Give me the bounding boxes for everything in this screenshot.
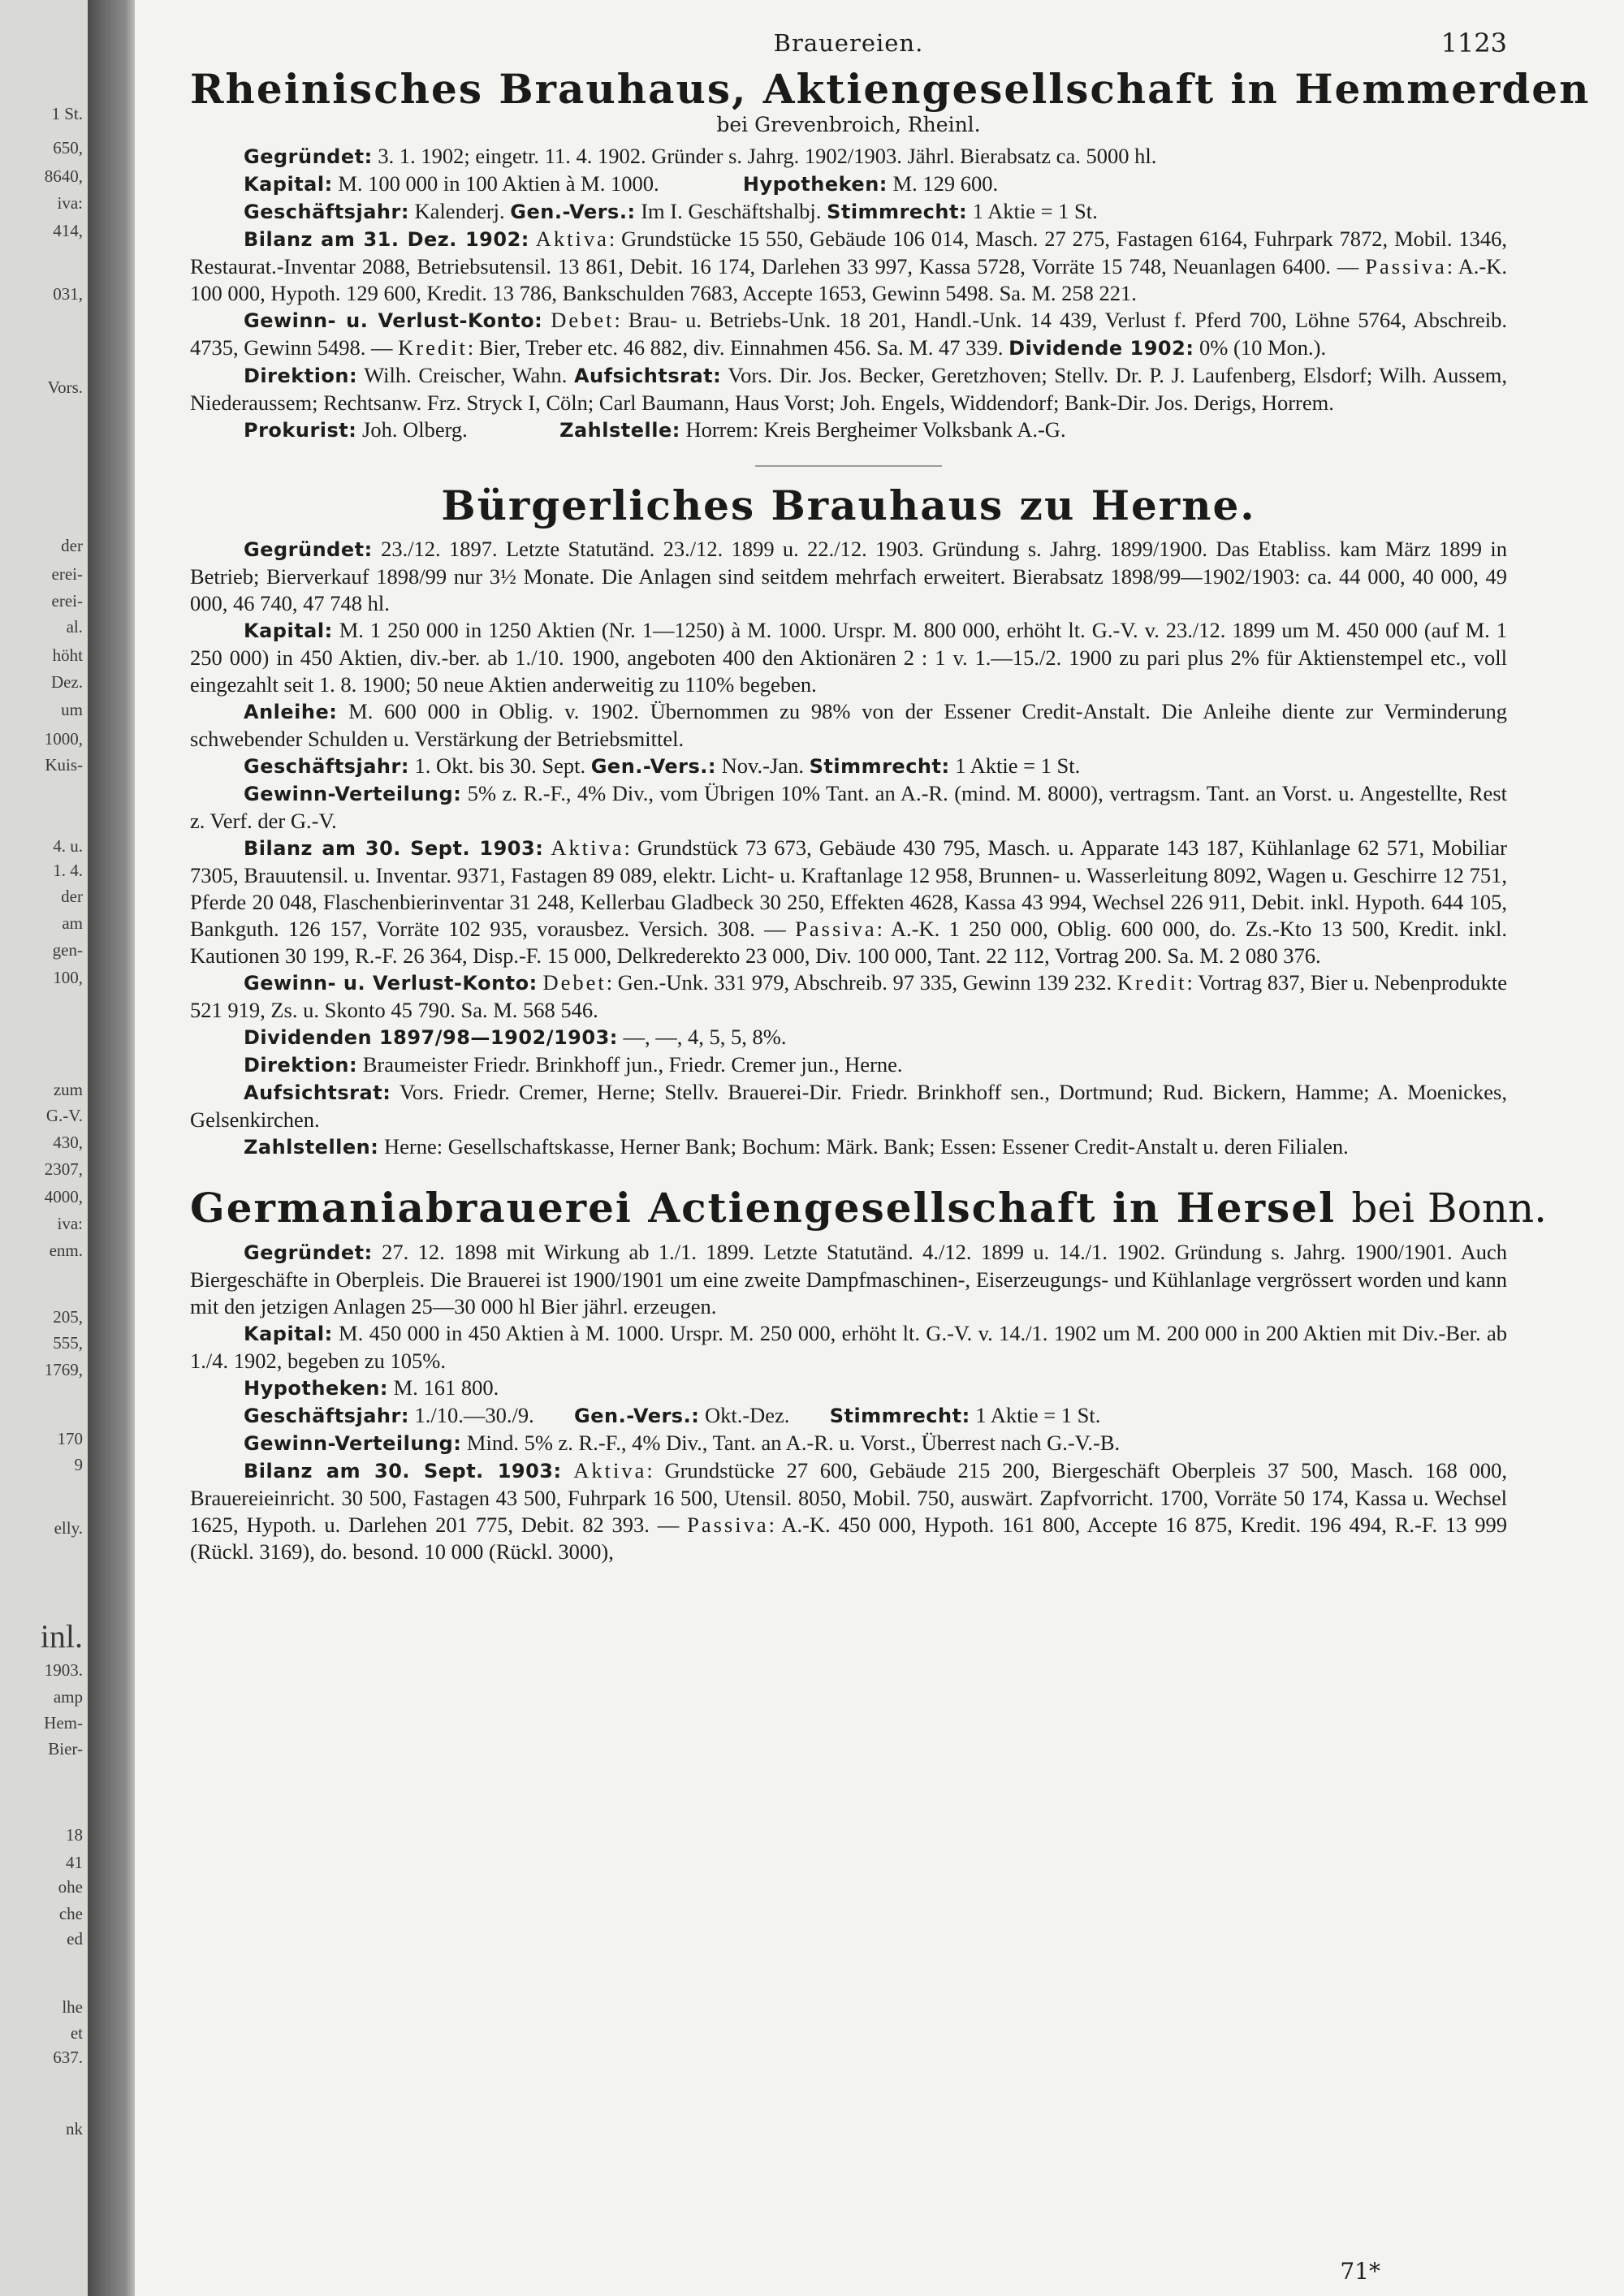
entry-paragraph [190, 780, 1507, 835]
section-divider [755, 465, 942, 467]
field-label: Kapital: [244, 1323, 333, 1345]
running-head [190, 24, 1507, 63]
field-text: Braumeister Friedr. Brinkhoff jun., Friedr. Cremer jun., Herne. [362, 1052, 903, 1077]
field-text: 23./12. 1897. Letzte Statutänd. 23./12. 1899 u. 22./12. 1903. Gründung s. Jahrg. 1899/1900. Das Etabliss. kam März 1899 in Betrieb; Bierverkauf 1898/99 nur 3½ Monate. Die Anlagen sind seitdem mehrfach erweitert. Bierabsatz 1898/99—1902/1903: ca. 44 000, 40 000, 49 000, 46 740, 47 748 hl. [190, 537, 1508, 615]
margin-fragment: erei- [51, 591, 83, 611]
margin-fragment: 4000, [44, 1187, 83, 1206]
entry-paragraph [190, 226, 1507, 307]
field-label: Dividende 1902: [1009, 337, 1194, 360]
margin-fragment: 41 [66, 1853, 83, 1872]
sheet-signature: 71* [1340, 2258, 1380, 2285]
book-gutter [88, 0, 135, 2296]
facing-page-margin [0, 0, 88, 2296]
field-text: 27. 12. 1898 mit Wirkung ab 1./1. 1899. Letzte Statutänd. 4./12. 1899 u. 14./1. 1902. Gründung s. Jahrg. 1900/1901. Auch Biergeschäfte in Oberpleis. Die Brauerei ist 1900/1901 um eine zweite Dampfmaschinen-, Eiserzeugungs- und Kühlanlage vergrössert worden und kann mit den jetzigen Anlagen 25—30 000 hl Bier jährl. erzeugen. [190, 1240, 1508, 1318]
field-text: : A.-K. 100 000, Hypoth. 129 600, Kredit. 13 786, Bankschulden 7683, Accepte 1653, Gewinn 5498. Sa. M. 258 221. [190, 254, 1508, 305]
company-title: Bürgerliches Brauhaus zu Herne. [441, 481, 1256, 529]
entry-paragraph [190, 143, 1507, 170]
margin-fragment: al. [66, 617, 83, 637]
entry-paragraph [190, 1051, 1507, 1079]
field-text: : Grundstücke 27 600, Gebäude 215 200, Biergeschäft Oberpleis 37 500, Masch. 168 000, Brauereieinricht. 30 500, Fastagen 43 500, Fuhrpark 16 500, Utensil. 8050, Mobil. 750, auswärt. Zapfvorricht. 1700, Vorräte 50 174, Kassa u. Wechsel 1625, Hypoth. u. Darlehen 201 775, Debit. 82 393. — [190, 1458, 1507, 1537]
field-label: Gegründet: [244, 538, 373, 561]
entry-paragraph [190, 536, 1507, 617]
margin-fragment: 2307, [44, 1159, 83, 1179]
field-label: Prokurist: [244, 419, 357, 442]
field-text: Herne: Gesellschaftskasse, Herner Bank; Bochum: Märk. Bank; Essen: Essener Credit-Anstalt u. deren Filialen. [383, 1134, 1349, 1159]
field-text: M. 161 800. [393, 1375, 499, 1400]
field-text: 1 Aktie = 1 St. [955, 753, 1081, 778]
field-label: Gewinn-Verteilung: [244, 1432, 462, 1455]
field-text: : Brau- u. Betriebs-Unk. 18 201, Handl.-Unk. 14 439, Verlust f. Pferd 700, Löhne 5764, Abschreib. 4735, Gewinn 5498. — [190, 308, 1508, 360]
margin-fragment: 1903. [44, 1660, 83, 1680]
entry-paragraph [190, 753, 1507, 780]
company-title [190, 1184, 1548, 1232]
field-text: Vors. Dir. Jos. Becker, Geretzhoven; Stellv. Dr. P. J. Laufenberg, Elsdorf; Wilh. Aussem, Niederaussem; Rechtsanw. Frz. Stryck I, Cöln; Carl Baumann, Haus Vorst; Joh. Engels, Widdendorf; Bank-Dir. Jos. Derigs, Horrem. [190, 363, 1508, 415]
field-text: 1. Okt. bis 30. Sept. [414, 753, 586, 778]
margin-fragment: Vors. [47, 378, 83, 397]
field-label: Bilanz am 31. Dez. 1902: [244, 228, 529, 251]
entry-paragraph [190, 362, 1507, 416]
field-text: Joh. Olberg. [362, 417, 468, 442]
field-text: Kalenderj. [414, 199, 505, 223]
company-entry [190, 1184, 1548, 1565]
field-text: Vors. Friedr. Cremer, Herne; Stellv. Brauerei-Dir. Friedr. Brinkhoff sen., Dortmund; Rud. Bickern, Hamme; A. Moenickes, Gelsenkirchen. [190, 1080, 1507, 1132]
company-subtitle: bei Grevenbroich, Rheinl. [716, 113, 981, 136]
entry-paragraph [190, 1375, 1507, 1402]
margin-fragment: 170 [57, 1429, 83, 1448]
margin-fragment: 031, [53, 284, 83, 304]
entry-paragraph [190, 698, 1507, 753]
page-content [190, 24, 1624, 2281]
field-text: M. 100 000 in 100 Aktien à M. 1000. [338, 171, 659, 196]
margin-fragment: 555, [53, 1333, 83, 1353]
margin-fragment: Dez. [50, 672, 83, 692]
field-label: Dividenden 1897/98—1902/1903: [244, 1026, 618, 1049]
entry-paragraph [190, 1079, 1507, 1133]
entry-paragraph [190, 1320, 1507, 1375]
field-label: Stimmrecht: [809, 755, 950, 778]
field-label: Geschäftsjahr: [244, 755, 409, 778]
field-label: Stimmrecht: [829, 1405, 970, 1427]
margin-fragment: höht [52, 645, 83, 665]
company-entry [190, 65, 1591, 444]
field-label: Stimmrecht: [827, 201, 968, 223]
margin-fragment: iva: [57, 1214, 83, 1233]
field-text: : Grundstücke 15 550, Gebäude 106 014, Masch. 27 275, Fastagen 6164, Fuhrpark 7872, Mobil. 1346, Restaurat.-Inventar 2088, Betriebsutensil. 13 861, Debit. 16 174, Darlehen 33 997, Kassa 5728, Vorräte 15 748, Neuanlagen 6400. — [190, 227, 1507, 278]
entry-paragraph [190, 835, 1507, 969]
margin-fragment: 1. 4. [53, 861, 83, 880]
margin-fragment: elly. [54, 1518, 83, 1538]
field-text: 1 Aktie = 1 St. [975, 1403, 1101, 1427]
field-text: : A.-K. 450 000, Hypoth. 161 800, Accepte 16 875, Kredit. 196 494, R.-F. 13 999 (Rückl. 3169), do. besond. 10 000 (Rückl. 3000), [190, 1513, 1508, 1564]
field-text: 5% z. R.-F., 4% Div., vom Übrigen 10% Tant. an A.-R. (mind. M. 8000), vertragsm. Tant. an Vorst. u. Angestellte, Rest z. Verf. der G.-V. [190, 781, 1507, 833]
margin-fragment: 1769, [44, 1360, 83, 1379]
running-head-title: Brauereien. [773, 29, 924, 57]
field-label: Hypotheken: [742, 173, 888, 196]
field-text: Passiva [687, 1513, 769, 1537]
margin-fragment: enm. [49, 1241, 83, 1260]
company-title-suffix: bei Bonn. [1351, 1185, 1548, 1232]
margin-fragment: et [70, 2023, 83, 2043]
margin-fragment: nk [66, 2119, 83, 2138]
margin-fragment: 650, [53, 138, 83, 158]
field-text: M. 450 000 in 450 Aktien à M. 1000. Urspr. M. 250 000, erhöht lt. G.-V. v. 14./1. 1902 um M. 200 000 in 200 Aktien mit Div.-Ber. ab 1./4. 1902, begeben zu 105%. [190, 1321, 1507, 1373]
entry-paragraph [190, 617, 1507, 698]
margin-fragment: 8640, [44, 166, 83, 186]
field-text: 1 Aktie = 1 St. [972, 199, 1098, 223]
margin-fragment: Bier- [48, 1739, 83, 1759]
field-text: Debet [551, 308, 615, 332]
entry-paragraph [190, 416, 1507, 444]
field-label: Gen.-Vers.: [574, 1405, 700, 1427]
field-text: 1./10.—30./9. [414, 1403, 534, 1427]
margin-fragment: 18 [66, 1825, 83, 1845]
field-text: Im I. Geschäftshalbj. [641, 199, 822, 223]
field-label: Gewinn- u. Verlust-Konto: [244, 309, 543, 332]
field-text: Passiva [795, 917, 877, 941]
field-text: : Bier, Treber etc. 46 882, div. Einnahmen 456. Sa. M. 47 339. [467, 335, 1004, 360]
field-text: Kredit [1116, 970, 1187, 995]
field-text: Passiva [1365, 254, 1447, 278]
field-text: Okt.-Dez. [704, 1403, 790, 1427]
field-label: Gegründet: [244, 1241, 373, 1264]
field-label: Zahlstellen: [244, 1136, 379, 1159]
entry-paragraph [190, 198, 1507, 226]
margin-fragment: ed [67, 1929, 83, 1949]
page [135, 0, 1624, 2296]
margin-fragment: 637. [53, 2048, 83, 2067]
margin-fragment: 9 [74, 1455, 83, 1474]
margin-fragment: Hem- [44, 1713, 83, 1733]
field-label: Bilanz am 30. Sept. 1903: [244, 837, 544, 860]
margin-fragment: 4. u. [53, 836, 83, 856]
margin-fragment: Kuis- [45, 755, 83, 775]
field-label: Hypotheken: [244, 1377, 389, 1400]
margin-fragment: der [61, 536, 83, 555]
field-text: Aktiva [551, 835, 624, 860]
margin-fragment: gen- [52, 940, 83, 960]
field-text: Debet [542, 970, 607, 995]
margin-fragment: 205, [53, 1307, 83, 1327]
margin-fragment: um [61, 700, 83, 719]
field-label: Gen.-Vers.: [590, 755, 716, 778]
margin-fragment: iva: [57, 193, 83, 213]
field-label: Gen.-Vers.: [510, 201, 636, 223]
margin-fragment: 430, [53, 1133, 83, 1152]
field-label: Gewinn- u. Verlust-Konto: [244, 972, 538, 995]
field-label: Bilanz am 30. Sept. 1903: [244, 1460, 562, 1482]
entry-paragraph [190, 1024, 1507, 1051]
margin-fragment: 414, [53, 221, 83, 240]
field-label: Anleihe: [244, 701, 338, 723]
entry-paragraph [190, 1239, 1507, 1320]
field-label: Kapital: [244, 619, 333, 642]
margin-fragment: erei- [51, 564, 83, 584]
company-title: Rheinisches Brauhaus, Aktiengesellschaft in Hemmerden [190, 65, 1591, 113]
entry-paragraph [190, 1430, 1507, 1457]
field-label: Zahlstelle: [559, 419, 680, 442]
field-text: M. 1 250 000 in 1250 Aktien (Nr. 1—1250) à M. 1000. Urspr. M. 800 000, erhöht lt. G.-V. v. 23./12. 1899 um M. 450 000 (auf M. 1 250 000) in 450 Aktien, div.-ber. ab 1./10. 1900, angeboten 400 den Aktionären 2 : 1 v. 1.—15./2. 1900 zu pari plus 2% für Aktienstempel etc., voll eingezahlt seit 1. 8. 1900; 50 neue Aktien anderweitig zu 110% begeben. [190, 618, 1507, 697]
margin-fragment: 1 St. [51, 104, 83, 123]
field-text: 0% (10 Mon.). [1199, 335, 1327, 360]
margin-fragment: 1000, [44, 729, 83, 749]
field-text: M. 600 000 in Oblig. v. 1902. Übernommen zu 98% von der Essener Credit-Anstalt. Die Anleihe diente zur Verminderung schwebender Schulden u. Verstärkung der Betriebsmittel. [190, 699, 1508, 751]
field-label: Gewinn-Verteilung: [244, 783, 462, 805]
margin-fragment: inl. [40, 1618, 83, 1655]
field-text: Mind. 5% z. R.-F., 4% Div., Tant. an A.-R. u. Vorst., Überrest nach G.-V.-B. [466, 1431, 1121, 1455]
margin-fragment: 100, [53, 968, 83, 987]
company-title-main: Germaniabrauerei Actiengesellschaft in Hersel [190, 1184, 1336, 1232]
field-text: Aktiva [573, 1458, 647, 1482]
field-text: : Gen.-Unk. 331 979, Abschreib. 97 335, Gewinn 139 232. [606, 970, 1112, 995]
entry-paragraph [190, 307, 1507, 362]
entry-paragraph [190, 1133, 1507, 1161]
field-label: Aufsichtsrat: [573, 365, 722, 387]
field-text: : Vortrag 837, Bier u. Nebenprodukte 521 919, Zs. u. Skonto 45 790. Sa. M. 568 546. [190, 970, 1508, 1022]
field-label: Geschäftsjahr: [244, 201, 409, 223]
field-text: Kredit [398, 335, 468, 360]
field-text: —, —, 4, 5, 5, 8%. [623, 1025, 787, 1049]
field-text: : Grundstück 73 673, Gebäude 430 795, Masch. u. Apparate 143 187, Kühlanlage 62 571, Mobiliar 7305, Brauutensil. u. Inventar. 9371, Fastagen 89 089, elektr. Licht- u. Kraftanlage 12 958, Brunnen- u. Wasserleitung 8092, Wagen u. Geschirre 12 751, Pferde 20 048, Flaschenbierinventar 31 248, Kellerbau Gladbeck 30 250, Effekten 4628, Kassa 43 994, Wechsel 226 911, Debit. inkl. Hypoth. 644 105, Bankguth. 126 157, Vorräte 102 935, vorausbez. Versich. 308. — [190, 835, 1507, 941]
margin-fragment: G.-V. [45, 1106, 83, 1125]
margin-fragment: amp [53, 1687, 83, 1707]
margin-fragment: der [61, 887, 83, 906]
field-text: 3. 1. 1902; eingetr. 11. 4. 1902. Gründer s. Jahrg. 1902/1903. Jährl. Bierabsatz ca. 5000 hl. [378, 144, 1157, 168]
field-text: Horrem: Kreis Bergheimer Volksbank A.-G. [685, 417, 1066, 442]
company-entry [190, 483, 1507, 1161]
field-label: Aufsichtsrat: [244, 1081, 391, 1104]
field-text: Wilh. Creischer, Wahn. [364, 363, 568, 387]
entry-paragraph [190, 170, 1507, 198]
field-label: Direktion: [244, 1054, 358, 1077]
field-text: : A.-K. 1 250 000, Oblig. 600 000, do. Zs.-Kto 13 500, Kredit. inkl. Kautionen 30 199, R.-F. 26 364, Disp.-F. 15 000, Delkrederekto 23 000, Div. 100 000, Tant. 22 112, Vortrag 200. Sa. M. 2 080 376. [190, 917, 1508, 968]
margin-fragment: ohe [58, 1877, 83, 1897]
field-label: Kapital: [244, 173, 333, 196]
page-number: 1123 [1440, 28, 1507, 58]
field-label: Geschäftsjahr: [244, 1405, 409, 1427]
field-text: M. 129 600. [892, 171, 999, 196]
margin-fragment: lhe [62, 1997, 83, 2017]
margin-fragment: am [62, 913, 83, 933]
field-label: Gegründet: [244, 145, 373, 168]
entry-paragraph [190, 969, 1507, 1024]
entry-paragraph [190, 1457, 1507, 1565]
field-label: Direktion: [244, 365, 358, 387]
entry-paragraph [190, 1402, 1507, 1430]
field-text: Nov.-Jan. [721, 753, 804, 778]
field-text: Aktiva [535, 227, 609, 251]
margin-fragment: zum [53, 1080, 83, 1099]
margin-fragment: che [58, 1904, 83, 1923]
